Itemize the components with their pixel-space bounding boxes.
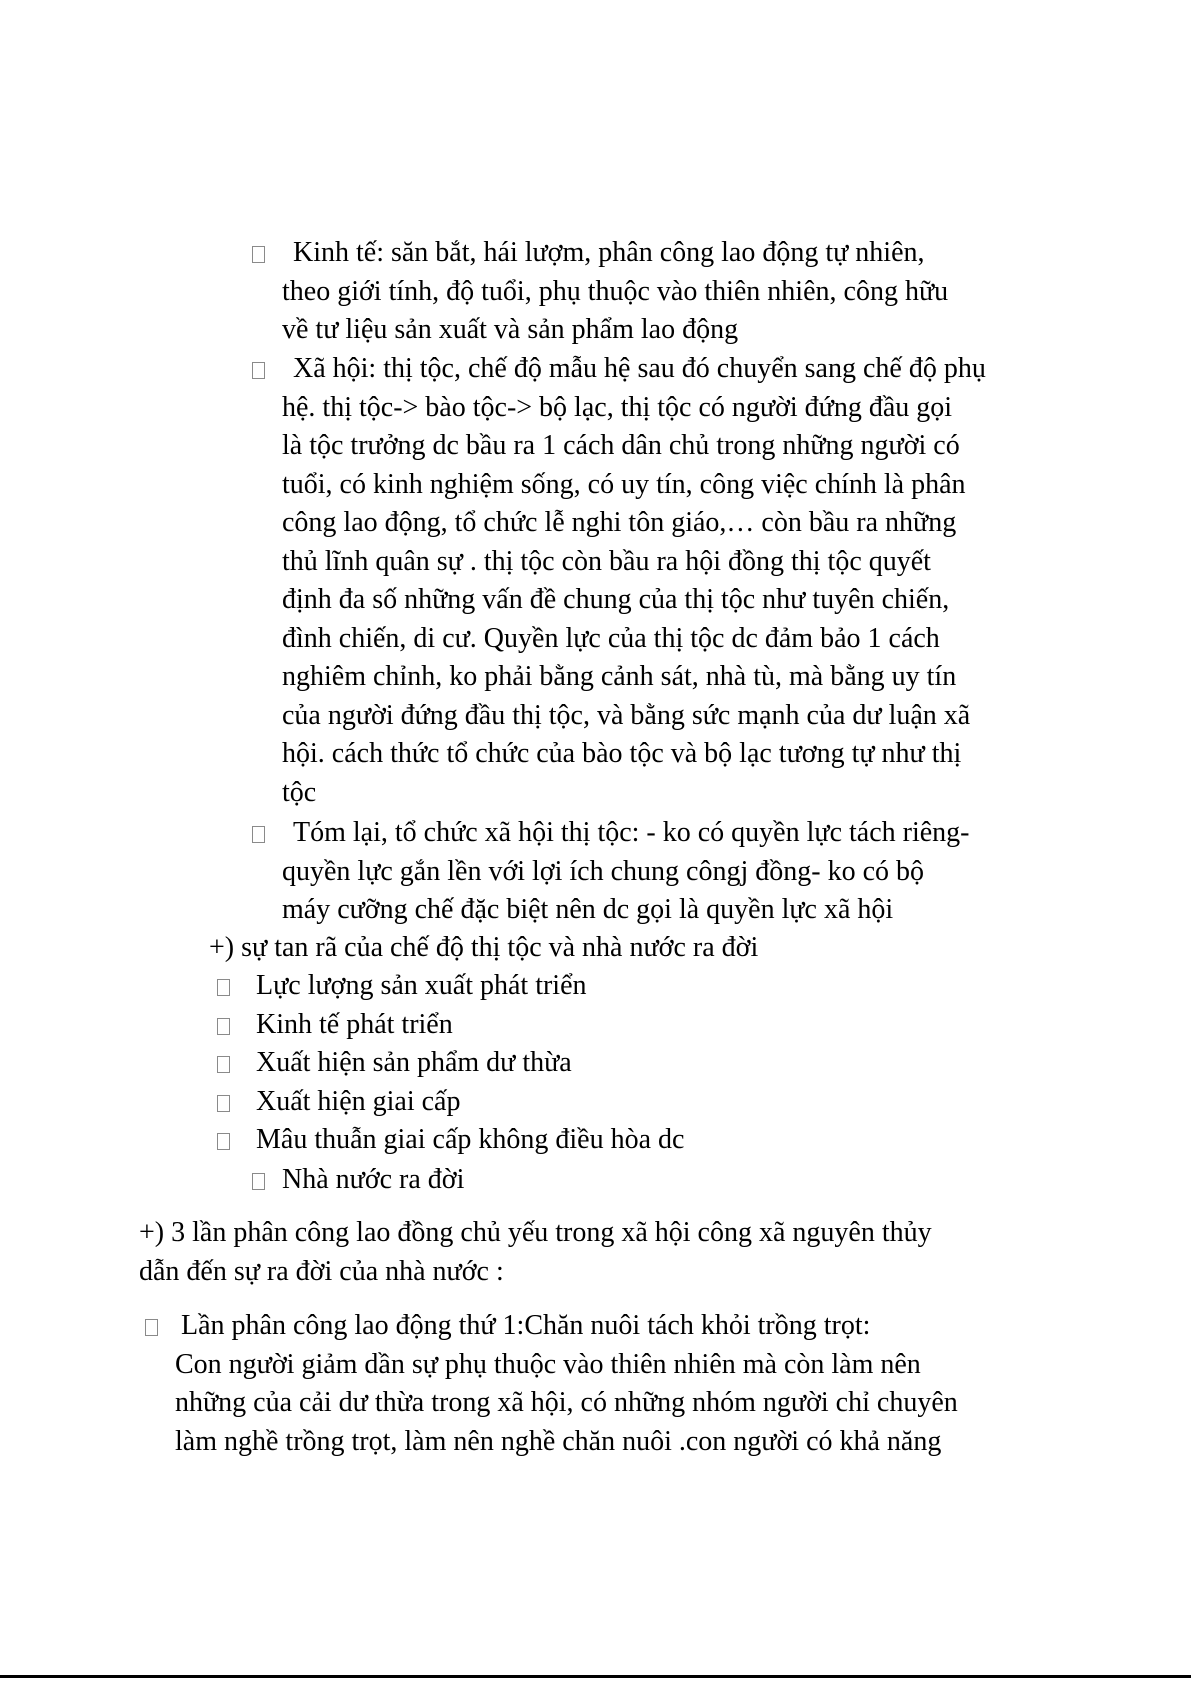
empty-box-bullet-icon [217,1133,230,1150]
empty-box-bullet-icon [217,1018,230,1035]
division-heading [139,1214,932,1291]
economy-line-3: về tư liệu sản xuất và sản phẩm lao động [282,314,739,345]
economy-paragraph [282,234,948,350]
result-text: Nhà nước ra đời [282,1164,465,1195]
first-division-paragraph [175,1307,958,1461]
society-line-8: đình chiến, di cư. Quyền lực của thị tộc dc đảm bảo 1 cách [282,622,940,654]
list-item-text: Mâu thuẫn giai cấp không điều hòa dc [256,1124,685,1155]
summary-paragraph [282,814,969,930]
society-line-4: tuổi, có kinh nghiệm sống, có uy tín, công việc chính là phân [282,468,966,500]
empty-box-bullet-icon [252,362,265,379]
empty-box-bullet-icon [252,246,265,263]
empty-box-bullet-icon [252,1173,265,1190]
list-item-text: Kinh tế phát triển [256,1008,453,1040]
dissolution-result [282,1161,464,1200]
first-division-line-4: làm nghề trồng trọt, làm nên nghề chăn nuôi .con người có khả năng [175,1425,942,1457]
list-item [256,1044,684,1083]
society-line-12: tộc [282,776,317,808]
first-division-line-3: những của cải dư thừa trong xã hội, có những nhóm người chỉ chuyên [175,1387,958,1418]
society-line-1: Xã hội: thị tộc, chế độ mẫu hệ sau đó chuyển sang chế độ phụ [293,353,986,384]
list-item [256,1083,684,1122]
first-division-line-1: Lần phân công lao động thứ 1:Chăn nuôi tách khỏi trồng trọt: [181,1310,871,1341]
list-item [256,1006,684,1045]
empty-box-bullet-icon [217,1056,230,1073]
society-paragraph [282,350,986,812]
list-item [256,1121,684,1160]
summary-line-3: máy cưỡng chế đặc biệt nên dc gọi là quyền lực xã hội [282,894,894,925]
division-heading-line-2: dẫn đến sự ra đời của nhà nước : [139,1255,504,1287]
society-line-2: hệ. thị tộc-> bào tộc-> bộ lạc, thị tộc có người đứng đầu gọi [282,391,953,423]
list-item-text: Lực lượng sản xuất phát triển [256,970,587,1001]
economy-line-1: Kinh tế: săn bắt, hái lượm, phân công lao động tự nhiên, [293,237,925,268]
empty-box-bullet-icon [217,979,230,996]
summary-line-1: Tóm lại, tổ chức xã hội thị tộc: - ko có quyền lực tách riêng- [293,817,970,848]
economy-line-2: theo giới tính, độ tuổi, phụ thuộc vào thiên nhiên, công hữu [282,275,949,307]
empty-box-bullet-icon [252,826,265,843]
page-bottom-divider [0,1675,1191,1678]
summary-line-2: quyền lực gắn lền với lợi ích chung côngj đồng- ko có bộ [282,855,924,887]
society-line-9: nghiêm chỉnh, ko phải bằng cảnh sát, nhà tù, mà bằng uy tín [282,661,957,692]
dissolution-list [256,967,684,1160]
society-line-11: hội. cách thức tổ chức của bào tộc và bộ lạc tương tự như thị [282,738,962,769]
society-line-6: thủ lĩnh quân sự . thị tộc còn bầu ra hội đồng thị tộc quyết [282,545,931,577]
dissolution-heading: +) sự tan rã của chế độ thị tộc và nhà nước ra đời [209,932,759,963]
division-heading-line-1: +) 3 lần phân công lao đồng chủ yếu trong xã hội công xã nguyên thủy [139,1217,932,1248]
first-division-line-2: Con người giảm dần sự phụ thuộc vào thiên nhiên mà còn làm nên [175,1348,921,1380]
list-item-text: Xuất hiện giai cấp [256,1085,461,1117]
society-line-10: của người đứng đầu thị tộc, và bằng sức mạnh của dư luận xã [282,699,971,731]
list-item [256,967,684,1006]
society-line-3: là tộc trưởng dc bầu ra 1 cách dân chủ trong những người có [282,430,960,461]
empty-box-bullet-icon [145,1319,158,1336]
society-line-5: công lao động, tổ chức lễ nghi tôn giáo,… còn bầu ra những [282,507,957,538]
society-line-7: định đa số những vấn đề chung của thị tộc như tuyên chiến, [282,584,950,615]
list-item-text: Xuất hiện sản phẩm dư thừa [256,1047,572,1078]
empty-box-bullet-icon [217,1095,230,1112]
